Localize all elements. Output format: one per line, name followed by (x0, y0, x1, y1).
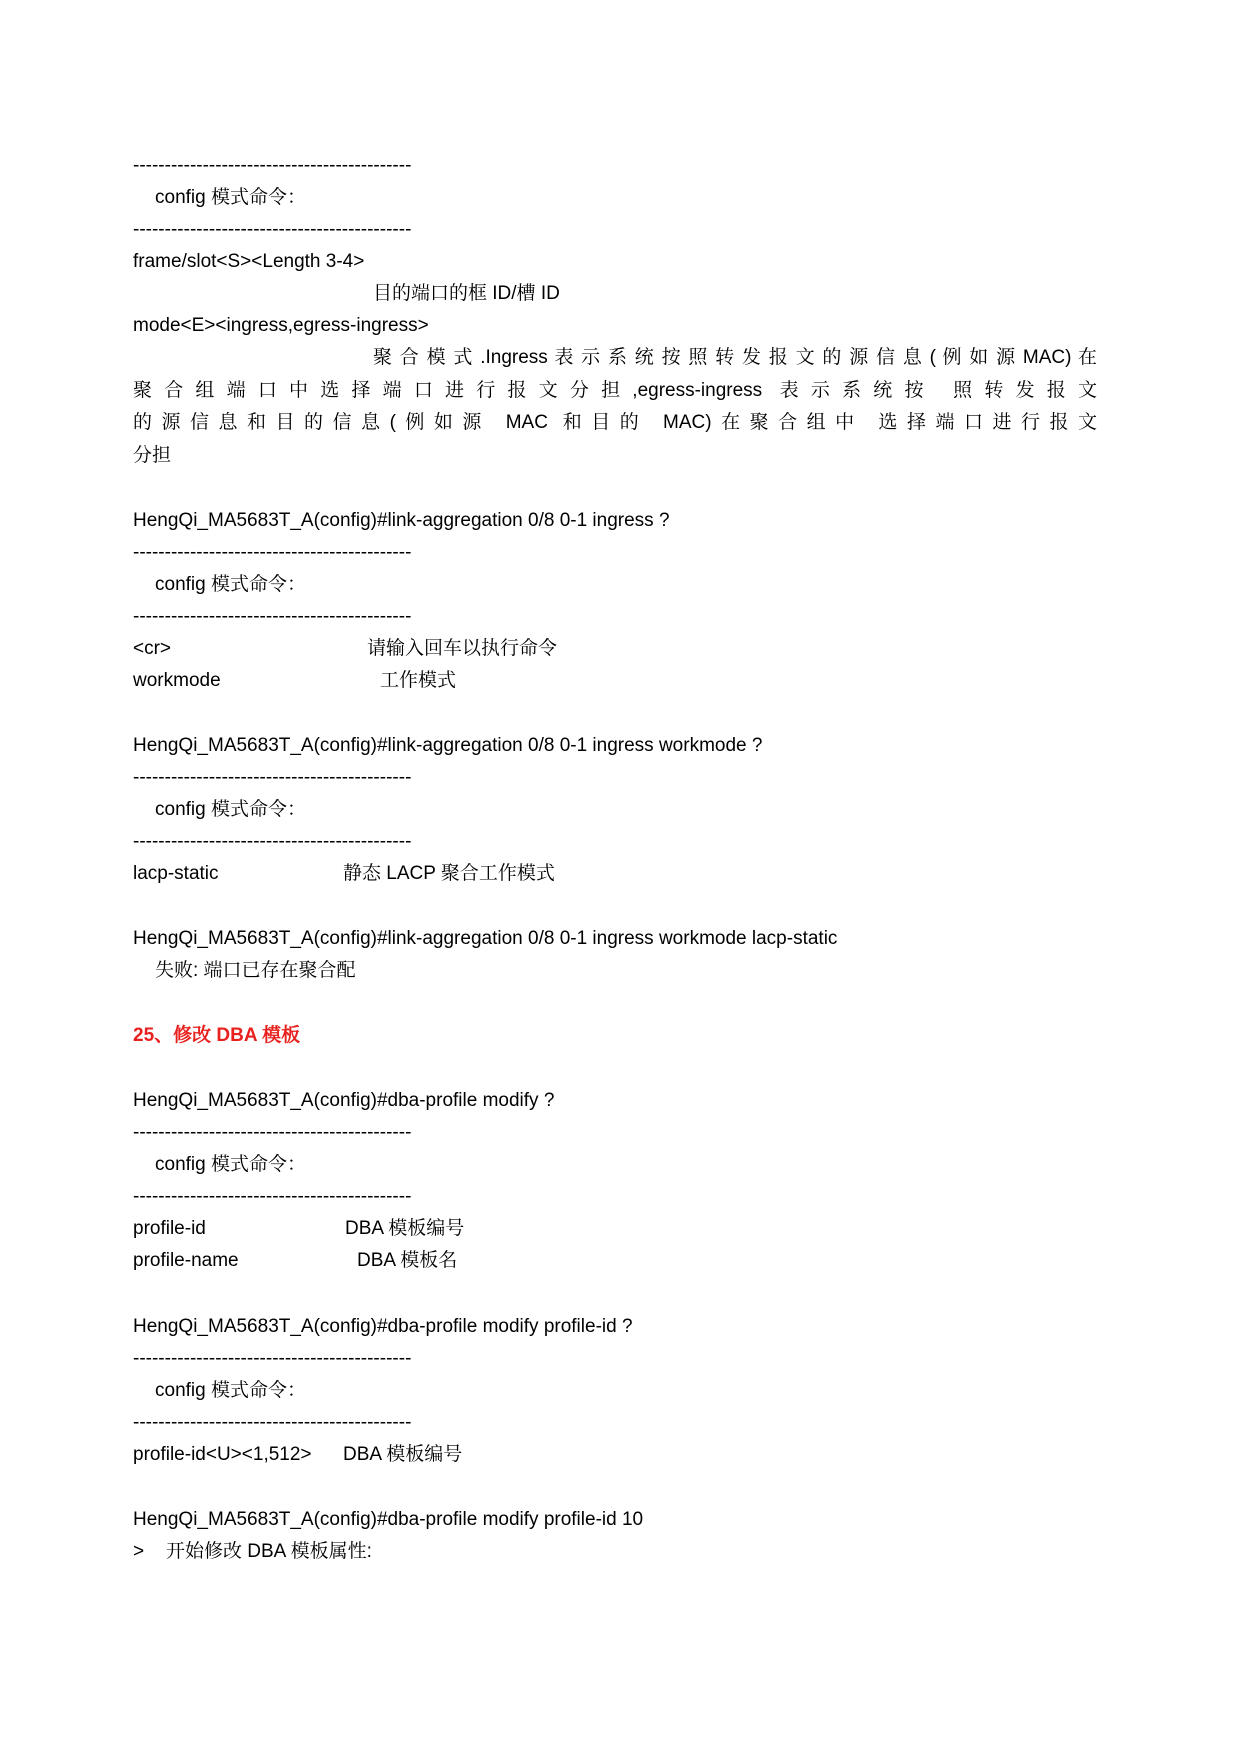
section-heading: 25、修改 DBA 模板 (133, 1025, 301, 1046)
option-description: 静态 LACP 聚合工作模式 (343, 863, 555, 884)
prompt-marker: > (133, 1541, 145, 1562)
command-line: HengQi_MA5683T_A(config)#link-aggregation 0/8 0-1 ingress workmode ? (133, 735, 763, 756)
option-description: DBA 模板编号 (343, 1444, 463, 1465)
option-description: DBA 模板名 (357, 1250, 458, 1271)
option-description: 工作模式 (380, 670, 457, 691)
command-line: HengQi_MA5683T_A(config)#dba-profile modify profile-id 10 (133, 1509, 644, 1530)
param-description: 目的端口的框 ID/槽 ID (373, 283, 560, 304)
paragraph-line: 的源信息和目的信息(例如源 MAC 和目的 MAC)在聚合组中 选择端口进行报文 (133, 412, 1097, 433)
option-name: <cr> (133, 638, 172, 659)
option-name: workmode (133, 670, 221, 691)
separator-line: -------------------------------------------- (133, 219, 412, 240)
param-name: mode<E><ingress,egress-ingress> (133, 315, 429, 336)
paragraph-line: 分担 (133, 444, 172, 466)
separator-line: -------------------------------------------- (133, 542, 412, 563)
separator-line: -------------------------------------------- (133, 1122, 412, 1143)
config-mode-label: config 模式命令： (155, 574, 306, 595)
command-line: HengQi_MA5683T_A(config)#dba-profile modify ? (133, 1090, 555, 1111)
separator-line: -------------------------------------------- (133, 155, 412, 176)
option-name: profile-name (133, 1250, 239, 1271)
config-mode-label: config 模式命令： (155, 1154, 306, 1175)
paragraph-line: 聚合组端口中选择端口进行报文分担,egress-ingress 表示系统按 照转发报文 (133, 379, 1097, 401)
separator-line: -------------------------------------------- (133, 606, 412, 627)
option-description: 请输入回车以执行命令 (367, 638, 558, 659)
param-description-paragraph (133, 342, 1097, 472)
result-message: 开始修改 DBA 模板属性: (166, 1541, 372, 1562)
separator-line: -------------------------------------------- (133, 767, 412, 788)
separator-line: -------------------------------------------- (133, 1348, 412, 1369)
option-name: profile-id (133, 1218, 206, 1239)
separator-line: -------------------------------------------- (133, 831, 412, 852)
option-description: DBA 模板编号 (345, 1218, 465, 1239)
config-mode-label: config 模式命令： (155, 799, 306, 820)
command-line: HengQi_MA5683T_A(config)#dba-profile modify profile-id ? (133, 1316, 633, 1337)
command-line: HengQi_MA5683T_A(config)#link-aggregation 0/8 0-1 ingress workmode lacp-static (133, 928, 838, 949)
param-name: frame/slot<S><Length 3-4> (133, 251, 365, 272)
config-mode-label: config 模式命令： (155, 1380, 306, 1401)
command-line: HengQi_MA5683T_A(config)#link-aggregation 0/8 0-1 ingress ? (133, 510, 670, 531)
separator-line: -------------------------------------------- (133, 1186, 412, 1207)
separator-line: -------------------------------------------- (133, 1412, 412, 1433)
option-name: profile-id<U><1,512> (133, 1444, 312, 1465)
config-mode-label: config 模式命令： (155, 187, 306, 208)
result-message: 失败: 端口已存在聚合配 (155, 960, 356, 981)
paragraph-line: 聚 合 模 式 .Ingress 表 示 系 统 按 照 转 发 报 文 的 源 信 息 ( 例 如 源 MAC) 在 (373, 347, 1097, 368)
option-name: lacp-static (133, 863, 219, 884)
